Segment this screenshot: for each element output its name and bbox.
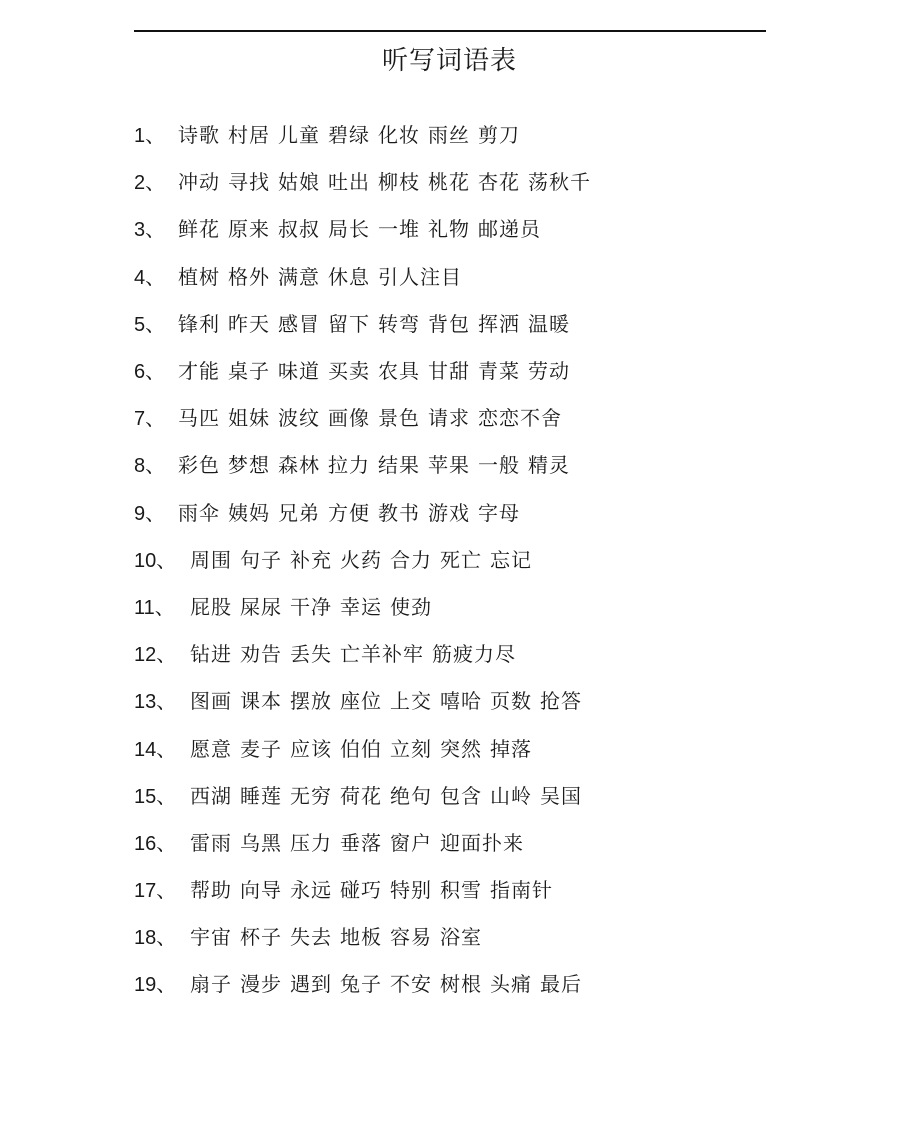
vocab-word: 原来 <box>228 217 270 242</box>
vocab-word: 地板 <box>340 925 382 950</box>
list-item <box>134 771 599 818</box>
vocab-word: 积雪 <box>440 878 482 903</box>
vocab-word: 丢失 <box>290 642 332 667</box>
vocab-word: 结果 <box>378 453 420 478</box>
vocab-word: 碧绿 <box>328 123 370 148</box>
vocab-word: 课本 <box>240 689 282 714</box>
list-item <box>134 959 599 1006</box>
list-item <box>134 157 599 204</box>
vocab-word: 吴国 <box>540 783 582 808</box>
vocab-word: 立刻 <box>390 736 432 761</box>
vocab-word: 农具 <box>378 359 420 384</box>
vocab-word: 苹果 <box>428 453 470 478</box>
list-item <box>134 252 599 299</box>
vocab-word: 剪刀 <box>478 123 520 148</box>
vocab-word: 桃花 <box>428 170 470 195</box>
word-list <box>134 110 599 1007</box>
vocab-word: 睡莲 <box>240 783 282 808</box>
vocab-word: 劝告 <box>240 642 282 667</box>
vocab-word: 寻找 <box>228 170 270 195</box>
vocab-word: 窗户 <box>390 830 432 855</box>
item-number: 3、 <box>134 219 166 242</box>
vocab-word: 诗歌 <box>178 123 220 148</box>
vocab-word: 合力 <box>390 547 432 572</box>
vocab-word: 遇到 <box>290 972 332 997</box>
vocab-word: 不安 <box>390 972 432 997</box>
vocab-word: 叔叔 <box>278 217 320 242</box>
vocab-word: 背包 <box>428 311 470 336</box>
vocab-word: 头痛 <box>490 972 532 997</box>
vocab-word: 迎面扑来 <box>440 830 524 855</box>
item-number: 13、 <box>134 691 177 714</box>
vocab-word: 格外 <box>228 264 270 289</box>
vocab-word: 无穷 <box>290 783 332 808</box>
vocab-word: 页数 <box>490 689 532 714</box>
vocab-word: 景色 <box>378 406 420 431</box>
vocab-word: 摆放 <box>290 689 332 714</box>
item-number: 8、 <box>134 455 166 478</box>
vocab-word: 突然 <box>440 736 482 761</box>
vocab-word: 姐妹 <box>228 406 270 431</box>
vocab-word: 请求 <box>428 406 470 431</box>
vocab-word: 火药 <box>340 547 382 572</box>
vocab-word: 应该 <box>290 736 332 761</box>
vocab-word: 宇宙 <box>190 925 232 950</box>
vocab-word: 雷雨 <box>190 830 232 855</box>
vocab-word: 指南针 <box>490 878 553 903</box>
vocab-word: 伯伯 <box>340 736 382 761</box>
vocab-word: 姑娘 <box>278 170 320 195</box>
vocab-word: 游戏 <box>428 500 470 525</box>
list-item <box>134 535 599 582</box>
item-number: 19、 <box>134 974 177 997</box>
vocab-word: 上交 <box>390 689 432 714</box>
vocab-word: 教书 <box>378 500 420 525</box>
vocab-word: 周围 <box>190 547 232 572</box>
vocab-word: 杏花 <box>478 170 520 195</box>
vocab-word: 桌子 <box>228 359 270 384</box>
item-number: 5、 <box>134 313 166 336</box>
item-number: 14、 <box>134 738 177 761</box>
vocab-word: 精灵 <box>528 453 570 478</box>
vocab-word: 梦想 <box>228 453 270 478</box>
vocab-word: 拉力 <box>328 453 370 478</box>
vocab-word: 兄弟 <box>278 500 320 525</box>
vocab-word: 死亡 <box>440 547 482 572</box>
vocab-word: 向导 <box>240 878 282 903</box>
item-number: 17、 <box>134 880 177 903</box>
vocab-word: 浴室 <box>440 925 482 950</box>
vocab-word: 帮助 <box>190 878 232 903</box>
item-number: 7、 <box>134 408 166 431</box>
vocab-word: 钻进 <box>190 642 232 667</box>
page-title: 听写词语表 <box>381 46 517 76</box>
vocab-word: 植树 <box>178 264 220 289</box>
vocab-word: 马匹 <box>178 406 220 431</box>
vocab-word: 补充 <box>290 547 332 572</box>
vocab-word: 忘记 <box>490 547 532 572</box>
list-item <box>134 723 599 770</box>
vocab-word: 树根 <box>440 972 482 997</box>
vocab-word: 图画 <box>190 689 232 714</box>
vocab-word: 雨伞 <box>178 500 220 525</box>
item-number: 15、 <box>134 785 177 808</box>
vocab-word: 特别 <box>390 878 432 903</box>
vocab-word: 掉落 <box>490 736 532 761</box>
vocab-word: 干净 <box>290 594 332 619</box>
item-number: 18、 <box>134 927 177 950</box>
vocab-word: 筋疲力尽 <box>432 642 516 667</box>
vocab-word: 波纹 <box>278 406 320 431</box>
vocab-word: 转弯 <box>378 311 420 336</box>
vocab-word: 嘻哈 <box>440 689 482 714</box>
vocab-word: 抢答 <box>540 689 582 714</box>
list-item <box>134 488 599 535</box>
vocab-word: 彩色 <box>178 453 220 478</box>
vocab-word: 森林 <box>278 453 320 478</box>
vocab-word: 才能 <box>178 359 220 384</box>
vocab-word: 恋恋不舍 <box>478 406 562 431</box>
vocab-word: 一般 <box>478 453 520 478</box>
vocab-word: 荡秋千 <box>528 170 591 195</box>
vocab-word: 兔子 <box>340 972 382 997</box>
vocab-word: 挥洒 <box>478 311 520 336</box>
list-item <box>134 912 599 959</box>
vocab-word: 温暖 <box>528 311 570 336</box>
list-item <box>134 299 599 346</box>
vocab-word: 甘甜 <box>428 359 470 384</box>
vocab-word: 包含 <box>440 783 482 808</box>
vocab-word: 西湖 <box>190 783 232 808</box>
vocab-word: 感冒 <box>278 311 320 336</box>
item-number: 16、 <box>134 832 177 855</box>
vocab-word: 最后 <box>540 972 582 997</box>
item-number: 10、 <box>134 549 177 572</box>
vocab-word: 失去 <box>290 925 332 950</box>
vocab-word: 愿意 <box>190 736 232 761</box>
vocab-word: 绝句 <box>390 783 432 808</box>
item-number: 9、 <box>134 502 166 525</box>
vocab-word: 冲动 <box>178 170 220 195</box>
vocab-word: 引人注目 <box>378 264 462 289</box>
vocab-word: 容易 <box>390 925 432 950</box>
vocab-word: 亡羊补牢 <box>340 642 424 667</box>
vocab-word: 休息 <box>328 264 370 289</box>
vocab-word: 柳枝 <box>378 170 420 195</box>
vocab-word: 画像 <box>328 406 370 431</box>
list-item <box>134 440 599 487</box>
vocab-word: 句子 <box>240 547 282 572</box>
vocab-word: 荷花 <box>340 783 382 808</box>
vocab-word: 青菜 <box>478 359 520 384</box>
vocab-word: 扇子 <box>190 972 232 997</box>
vocab-word: 永远 <box>290 878 332 903</box>
vocab-word: 杯子 <box>240 925 282 950</box>
list-item <box>134 865 599 912</box>
vocab-word: 昨天 <box>228 311 270 336</box>
vocab-word: 屁股 <box>190 594 232 619</box>
vocab-word: 留下 <box>328 311 370 336</box>
vocab-word: 儿童 <box>278 123 320 148</box>
vocab-word: 吐出 <box>328 170 370 195</box>
vocab-word: 礼物 <box>428 217 470 242</box>
item-number: 12、 <box>134 644 177 667</box>
item-number: 4、 <box>134 266 166 289</box>
vocab-word: 雨丝 <box>428 123 470 148</box>
vocab-word: 局长 <box>328 217 370 242</box>
vocab-word: 邮递员 <box>478 217 541 242</box>
vocab-word: 鲜花 <box>178 217 220 242</box>
list-item <box>134 818 599 865</box>
top-rule <box>134 30 766 32</box>
list-item <box>134 676 599 723</box>
vocab-word: 座位 <box>340 689 382 714</box>
item-number: 6、 <box>134 361 166 384</box>
list-item <box>134 629 599 676</box>
vocab-word: 锋利 <box>178 311 220 336</box>
vocab-word: 山岭 <box>490 783 532 808</box>
vocab-word: 压力 <box>290 830 332 855</box>
vocab-word: 碰巧 <box>340 878 382 903</box>
vocab-word: 使劲 <box>390 594 432 619</box>
item-number: 1、 <box>134 125 166 148</box>
item-number: 2、 <box>134 172 166 195</box>
list-item <box>134 582 599 629</box>
vocab-word: 幸运 <box>340 594 382 619</box>
list-item <box>134 393 599 440</box>
vocab-word: 劳动 <box>528 359 570 384</box>
list-item <box>134 110 599 157</box>
item-number: 11、 <box>134 596 175 619</box>
vocab-word: 字母 <box>478 500 520 525</box>
vocab-word: 屎尿 <box>240 594 282 619</box>
vocab-word: 漫步 <box>240 972 282 997</box>
vocab-word: 买卖 <box>328 359 370 384</box>
vocab-word: 姨妈 <box>228 500 270 525</box>
vocab-word: 乌黑 <box>240 830 282 855</box>
vocab-word: 方便 <box>328 500 370 525</box>
vocab-word: 垂落 <box>340 830 382 855</box>
list-item <box>134 346 599 393</box>
list-item <box>134 204 599 251</box>
vocab-word: 味道 <box>278 359 320 384</box>
vocab-word: 一堆 <box>378 217 420 242</box>
vocab-word: 化妆 <box>378 123 420 148</box>
vocab-word: 麦子 <box>240 736 282 761</box>
vocab-word: 村居 <box>228 123 270 148</box>
vocab-word: 满意 <box>278 264 320 289</box>
